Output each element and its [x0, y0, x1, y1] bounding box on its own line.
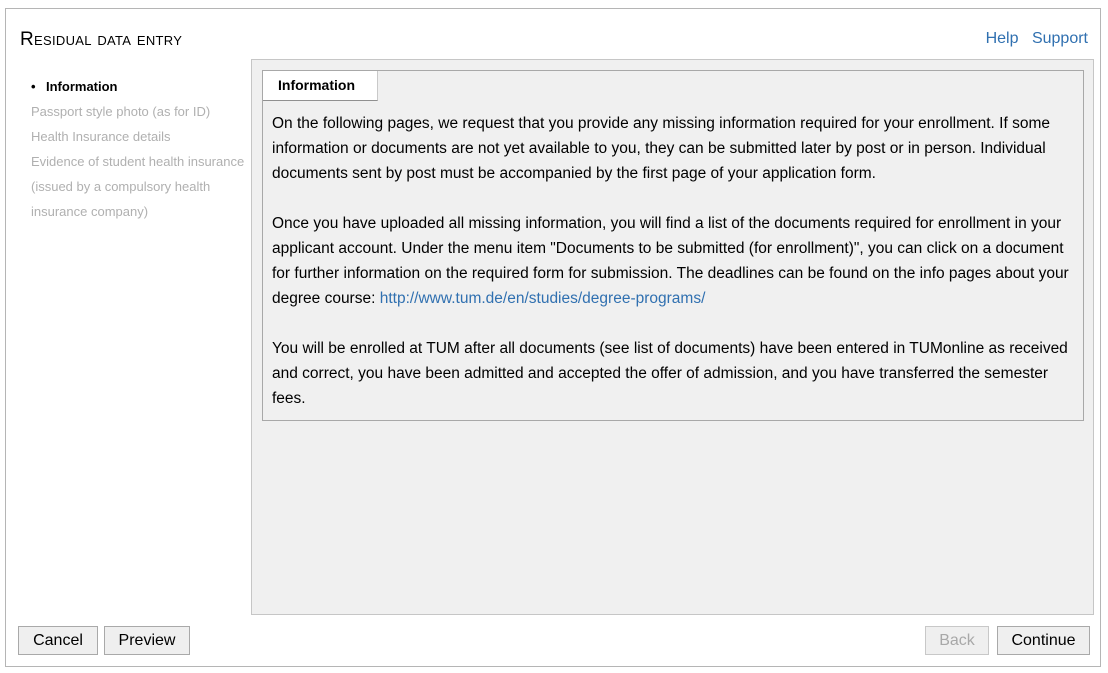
- main-panel: [251, 59, 1094, 615]
- back-button[interactable]: Back: [925, 626, 989, 655]
- help-link[interactable]: Help: [985, 30, 1019, 47]
- information-text: [272, 111, 1077, 436]
- paragraph-enrollment: You will be enrolled at TUM after all documents (see list of documents) have been entered in TUMonline as received and correct, you have been admitted and accepted the offer of admission, and you have transferred the semester fees.: [272, 340, 1068, 407]
- tab-information[interactable]: Information: [263, 71, 378, 101]
- sidebar-item-health-insurance: [31, 124, 251, 149]
- preview-button[interactable]: Preview: [104, 626, 190, 655]
- bullet-icon: •: [31, 79, 36, 94]
- information-box: [262, 70, 1084, 421]
- sidebar-item-insurance-evidence: [31, 149, 251, 224]
- continue-button[interactable]: Continue: [997, 626, 1090, 655]
- page-title: Residual data entry: [20, 29, 183, 50]
- sidebar-item-passport-photo: [31, 99, 251, 124]
- support-link[interactable]: Support: [1031, 30, 1088, 47]
- top-links: [977, 30, 1088, 48]
- paragraph-documents-text: Once you have uploaded all missing information, you will find a list of the documents required for enrollment in your applicant account. Under the menu item "Documents to be submitted (for enrollment)", you can click on a document for further information on the required form for submission. The deadlines can be found on the info pages about your degree course:: [272, 215, 1069, 307]
- sidebar-steps: [31, 74, 251, 224]
- degree-programs-link[interactable]: http://www.tum.de/en/studies/degree-programs/: [379, 290, 706, 307]
- residual-data-window: [5, 8, 1101, 667]
- paragraph-documents: [272, 211, 1077, 311]
- sidebar-item-information[interactable]: [31, 74, 251, 99]
- paragraph-missing-info: On the following pages, we request that you provide any missing information required for your enrollment. If some information or documents are not yet available to you, they can be submitted later by post or in person. Individual documents sent by post must be accompanied by the first page of your application form.: [272, 115, 1050, 182]
- sidebar-item-label: Passport style photo (as for ID): [31, 104, 211, 119]
- sidebar-item-label: Health Insurance details: [31, 129, 171, 144]
- cancel-button[interactable]: Cancel: [18, 626, 98, 655]
- sidebar-item-label: Evidence of student health insurance (issued by a compulsory health insurance company): [31, 154, 245, 219]
- sidebar-item-label: Information: [46, 79, 118, 94]
